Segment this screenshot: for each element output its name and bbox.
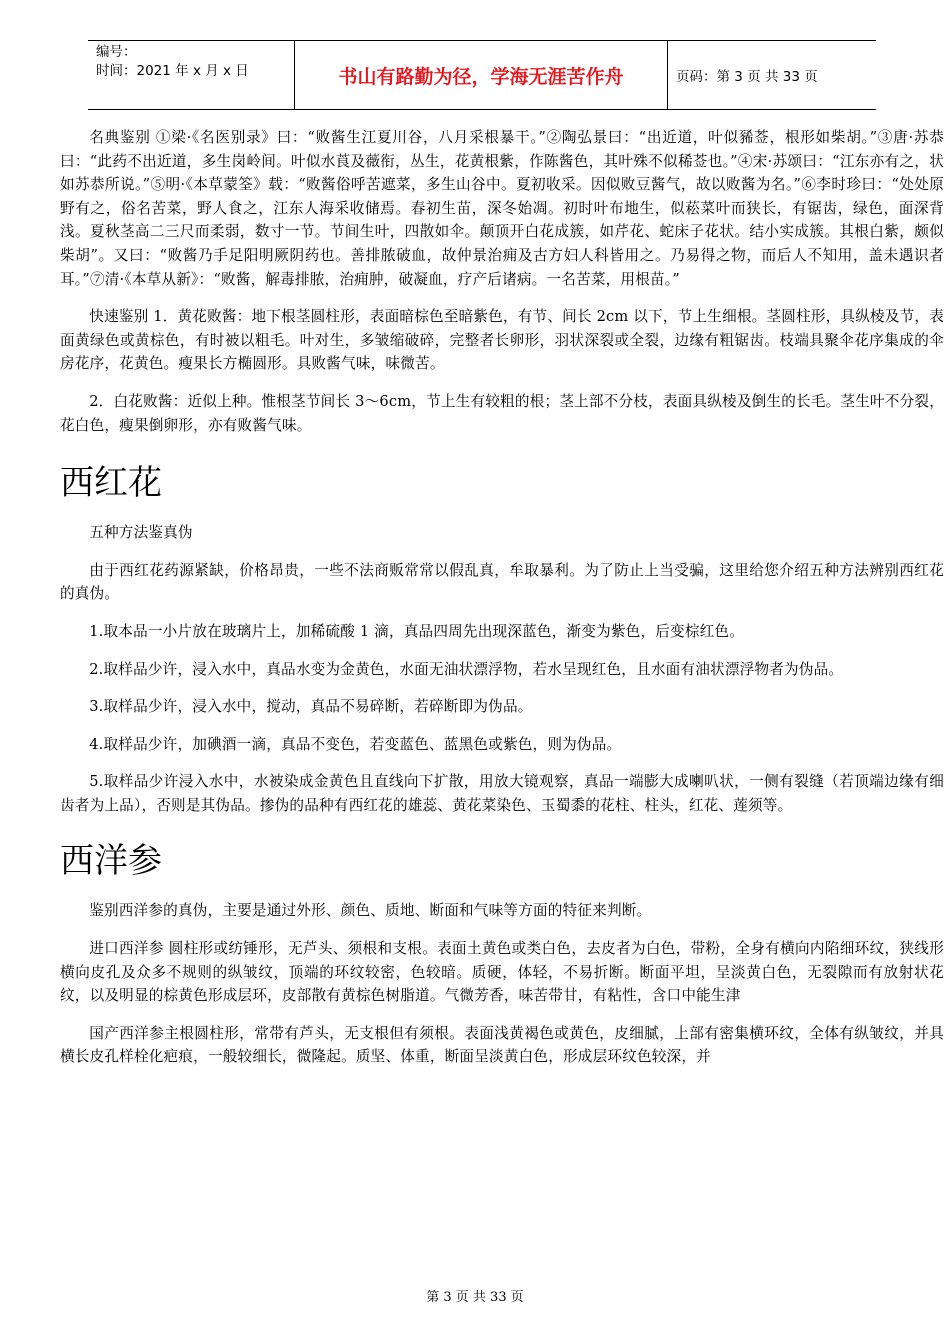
saffron-method-3: 3.取样品少许，浸入水中，搅动，真品不易碎断，若碎断即为伪品。 xyxy=(89,698,533,716)
ginseng-domestic: 国产西洋参主根圆柱形，常带有芦头，无支根但有须根。表面浅黄褐色或黄色，皮细腻，上部有密集横环纹，全体有纵皱纹，并具横长皮孔样栓化疤痕，一般较细长，微隆起。质坚、体重，断面呈淡黄白色，形成层环纹色较深，并 xyxy=(60,1024,944,1066)
paragraph-white-flower: 2．白花败酱：近似上种。惟根茎节间长 3～6cm，节上生有较粗的根；茎上部不分枝，表面具纵棱及倒生的长毛。茎生叶不分裂，花白色，瘦果倒卵形，亦有败酱气味。 xyxy=(60,392,944,434)
saffron-method-5: 5.取样品少许浸入水中，水被染成金黄色且直线向下扩散，用放大镜观察，真品一端膨大成喇叭状，一侧有裂缝（若顶端边缘有细齿者为上品），否则是其伪品。掺伪的品种有西红花的雄蕊、黄花菜染色、玉蜀黍的花柱、柱头，红花、莲须等。 xyxy=(60,773,944,814)
saffron-method-1: 1.取本品一小片放在玻璃片上，加稀硫酸 1 滴，真品四周先出现深蓝色，渐变为紫色，后变棕红色。 xyxy=(89,622,745,640)
saffron-method-2: 2.取样品少许，浸入水中，真品水变为金黄色，水面无油状漂浮物，若水呈现红色，且水面有油状漂浮物者为伪品。 xyxy=(89,660,844,678)
header-motto: 书山有路勤为径，学海无涯苦作舟 xyxy=(294,41,668,109)
section-title-saffron: 西红花 xyxy=(60,463,162,504)
saffron-method-4: 4.取样品少许，加碘酒一滴，真品不变色，若变蓝色、蓝黑色或紫色，则为伪品。 xyxy=(89,735,622,753)
ginseng-imported: 进口西洋参 圆柱形或纺锤形，无芦头、须根和支根。表面土黄色或类白色，去皮者为白色，带粉，全身有横向内陷细环纹，狭线形横向皮孔及众多不规则的纵皱纹，顶端的环纹较密，色较暗。质硬，体轻，不易折断。断面平坦，呈淡黄白色，无裂隙而有放射状花纹，以及明显的棕黄色形成层环，皮部散有黄棕色树脂道。气微芳香，味苦带甘，有粘性，含口中能生津 xyxy=(60,940,944,1005)
paragraph-classic-identification: 名典鉴别 ①梁·《名医别录》曰：“败酱生江夏川谷，八月采根暴干。”②陶弘景曰：“出近道，叶似豨莶，根形如柴胡。”③唐·苏恭曰：“此药不出近道，多生岗岭间。叶似水莨及薇衔，丛生，花黄根紫，作陈酱色，其叶殊不似稀莶也。”④宋·苏颂曰：“江东亦有之，状如苏恭所说。”⑤明·《本草蒙筌》载：“败酱俗呼苦遮菜，多生山谷中。夏初收采。因似败豆酱气，故以败酱为名。”⑥李时珍曰：“处处原野有之，俗名苦菜，野人食之，江东人海采收储焉。春初生苗，深冬始凋。初时叶布地生，似菘菜叶而狭长，有锯齿，绿色，面深背浅。夏秋茎高二三尺而柔弱，数寸一节。节间生叶，四散如伞。颠顶开白花成簇，如芹花、蛇床子花状。结小实成簇。其根白紫，颇似柴胡”。又曰：“败酱乃手足阳明厥阴药也。善排脓破血，故仲景治痈及古方妇人科皆用之。乃易得之物，而后人不知用，盖未遇识者耳。”⑦清·《本草从新》：“败酱，解毒排脓，治痈肿，破凝血，疗产后诸病。一名苦菜，用根苗。” xyxy=(60,129,944,288)
section-title-american-ginseng: 西洋参 xyxy=(60,841,162,882)
header-page-label: 页码：第 3 页 共 33 页 xyxy=(676,69,818,85)
doc-number-label: 编号： xyxy=(96,44,137,60)
saffron-subtitle: 五种方法鉴真伪 xyxy=(89,524,193,542)
document-body xyxy=(60,126,944,1069)
page-header xyxy=(88,40,876,110)
saffron-intro: 由于西红花药源紧缺，价格昂贵，一些不法商贩常常以假乱真，牟取暴利。为了防止上当受骗，这里给您介绍五种方法辨别西红花的真伪。 xyxy=(60,561,944,603)
doc-time-label: 时间：2021 年 x 月 x 日 xyxy=(96,63,249,79)
header-meta xyxy=(88,41,294,109)
paragraph-quick-identification: 快速鉴别 1．黄花败酱：地下根茎圆柱形，表面暗棕色至暗紫色，有节、间长 2cm 以下，节上生细根。茎圆柱形，具纵棱及节，表面黄绿色或黄棕色，有时被以粗毛。叶对生，多皱缩破碎，完整者长卵形，羽状深裂或全裂，边缘有粗锯齿。枝端具聚伞花序集成的伞房花序，花黄色。瘦果长方椭圆形。具败酱气味，味微苦。 xyxy=(60,308,944,373)
page-footer: 第 3 页 共 33 页 xyxy=(426,1290,524,1305)
ginseng-intro: 鉴别西洋参的真伪，主要是通过外形、颜色、质地、断面和气味等方面的特征来判断。 xyxy=(89,902,652,920)
